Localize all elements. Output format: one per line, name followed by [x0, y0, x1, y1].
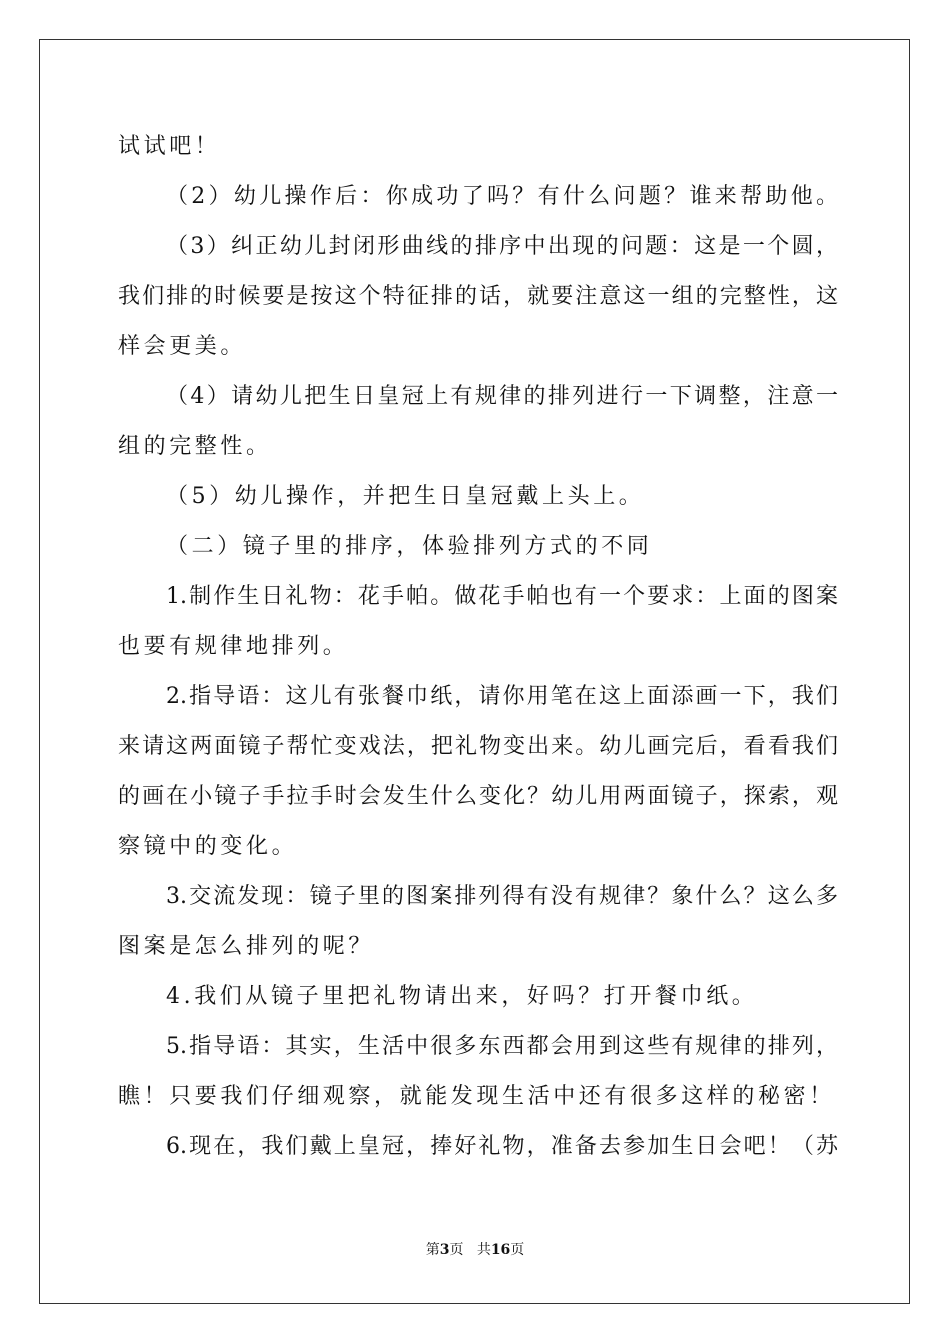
paragraph-line: 的画在小镜子手拉手时会发生什么变化？幼儿用两面镜子，探索，观: [118, 784, 838, 809]
paragraph-line: 来请这两面镜子帮忙变戏法，把礼物变出来。幼儿画完后，看看我们: [118, 734, 838, 759]
footer-total-pages: 16: [490, 1242, 511, 1258]
paragraph-line: 我们排的时候要是按这个特征排的话，就要注意这一组的完整性，这: [118, 284, 838, 309]
paragraph-line: 5.指导语：其实，生活中很多东西都会用到这些有规律的排列，: [166, 1034, 838, 1059]
paragraph-line: （2）幼儿操作后：你成功了吗？有什么问题？谁来帮助他。: [166, 184, 838, 209]
paragraph-line: 6.现在，我们戴上皇冠，捧好礼物，准备去参加生日会吧！（苏: [166, 1134, 838, 1159]
paragraph-line: 1.制作生日礼物：花手帕。做花手帕也有一个要求：上面的图案: [166, 584, 838, 609]
paragraph-line: 试试吧！: [118, 134, 221, 159]
footer-total-suffix: 页: [510, 1242, 525, 1258]
footer-page-number: 3: [439, 1242, 450, 1258]
footer-total-prefix: 共: [476, 1242, 491, 1258]
footer-page-suffix: 页: [449, 1242, 464, 1258]
paragraph-line: 也要有规律地排列。: [118, 634, 349, 659]
paragraph-line: 瞧！只要我们仔细观察，就能发现生活中还有很多这样的秘密！: [118, 1084, 835, 1109]
section-heading: （二）镜子里的排序，体验排列方式的不同: [166, 534, 653, 559]
page-footer: [0, 1240, 950, 1260]
paragraph-line: 样会更美。: [118, 334, 247, 359]
paragraph-line: 2.指导语：这儿有张餐巾纸，请你用笔在这上面添画一下，我们: [166, 684, 838, 709]
footer-page-prefix: 第: [425, 1242, 440, 1258]
paragraph-line: （5）幼儿操作，并把生日皇冠戴上头上。: [166, 484, 645, 509]
paragraph-line: 4.我们从镜子里把礼物请出来，好吗？打开餐巾纸。: [166, 984, 758, 1009]
paragraph-line: 3.交流发现：镜子里的图案排列得有没有规律？象什么？这么多: [166, 884, 838, 909]
paragraph-line: 组的完整性。: [118, 434, 272, 459]
paragraph-line: （3）纠正幼儿封闭形曲线的排序中出现的问题：这是一个圆，: [166, 234, 838, 259]
paragraph-line: 察镜中的变化。: [118, 834, 298, 859]
page-border: [39, 39, 910, 1304]
paragraph-line: 图案是怎么排列的呢？: [118, 934, 375, 959]
paragraph-line: （4）请幼儿把生日皇冠上有规律的排列进行一下调整，注意一: [166, 384, 838, 409]
